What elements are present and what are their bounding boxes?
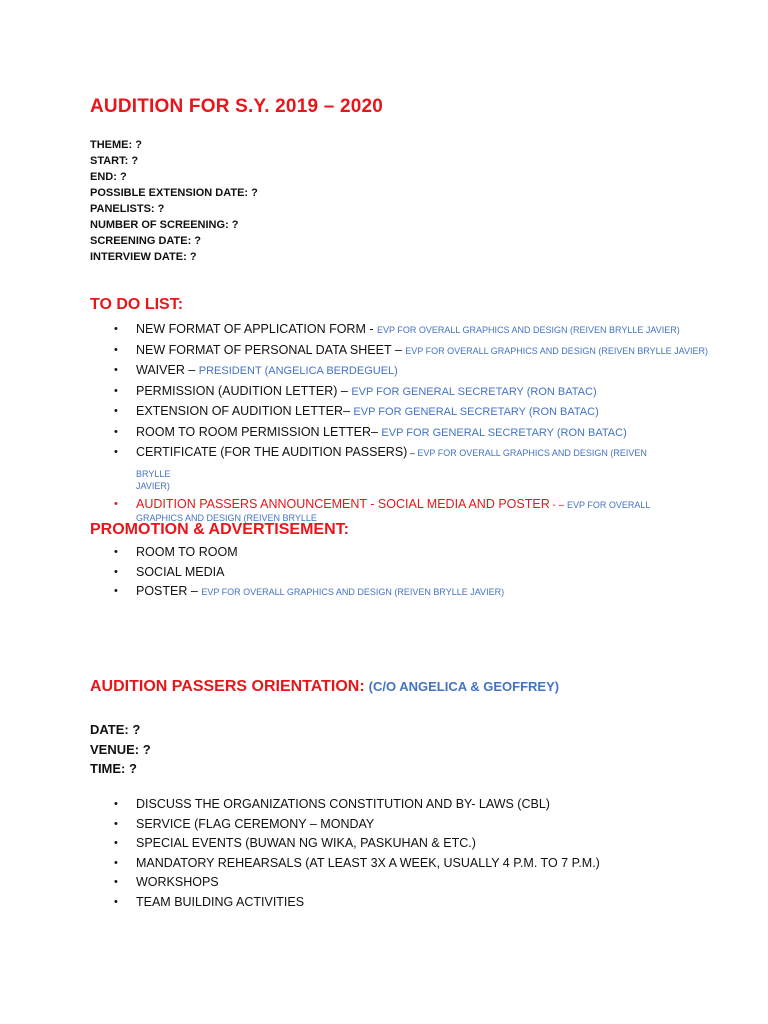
bullet-icon: • xyxy=(114,405,118,417)
detail-interview-date: INTERVIEW DATE: ? xyxy=(90,251,197,263)
list-item xyxy=(110,795,600,815)
separator: - xyxy=(365,322,377,336)
task-label: ROOM TO ROOM xyxy=(136,545,238,559)
orientation-venue: VENUE: ? xyxy=(90,741,151,757)
list-item xyxy=(110,873,600,893)
todo-list xyxy=(110,320,708,527)
item-label: SPECIAL EVENTS (BUWAN NG WIKA, PASKUHAN & ETC.) xyxy=(136,836,476,850)
assignee: EVP FOR OVERALL xyxy=(566,500,651,510)
item-label: TEAM BUILDING ACTIVITIES xyxy=(136,894,305,909)
document-title: AUDITION FOR S.Y. 2019 – 2020 xyxy=(90,96,384,117)
list-item xyxy=(110,815,600,835)
task-label: NEW FORMAT OF PERSONAL DATA SHEET xyxy=(136,342,392,357)
bullet-icon: • xyxy=(114,876,118,888)
orientation-subtitle: (C/O ANGELICA & GEOFFREY) xyxy=(368,679,560,694)
assignee: EVP FOR OVERALL GRAPHICS AND DESIGN (REIVEN BRYLLE JAVIER) xyxy=(201,587,505,597)
assignee: EVP FOR OVERALL GRAPHICS AND DESIGN (REIVEN BRYLLE JAVIER) xyxy=(376,325,680,335)
orientation-date: DATE: ? xyxy=(90,722,141,737)
bullet-icon: • xyxy=(114,425,118,438)
bullet-icon: • xyxy=(114,856,118,869)
task-label: SOCIAL MEDIA xyxy=(136,564,225,579)
detail-number-of-screening: NUMBER OF SCREENING: ? xyxy=(90,219,239,231)
task-label: EXTENSION OF AUDITION LETTER xyxy=(136,404,343,418)
list-item xyxy=(110,361,708,382)
bullet-icon: • xyxy=(114,565,118,578)
list-item xyxy=(110,320,708,341)
assignee: PRESIDENT (ANGELICA BERDEGUEL) xyxy=(198,365,398,377)
bullet-icon: • xyxy=(114,364,118,376)
list-item xyxy=(110,443,656,492)
list-item xyxy=(110,854,600,874)
assignee: EVP FOR OVERALL GRAPHICS AND DESIGN (REIVEN BRYLLE JAVIER) xyxy=(405,345,709,356)
separator: - – xyxy=(549,500,567,511)
promotion-heading: PROMOTION & ADVERTISEMENT: xyxy=(90,521,349,538)
detail-end: END: ? xyxy=(90,171,127,183)
detail-panelists: PANELISTS: ? xyxy=(90,203,165,215)
separator: – xyxy=(391,342,406,357)
audition-details xyxy=(90,137,258,265)
list-item xyxy=(110,402,708,423)
bullet-icon: • xyxy=(114,384,118,397)
orientation-details xyxy=(90,720,151,779)
bullet-icon: • xyxy=(114,546,118,558)
separator: – xyxy=(370,424,382,439)
bullet-icon: • xyxy=(114,817,118,830)
separator: – xyxy=(184,363,199,377)
list-item xyxy=(110,563,504,583)
task-label: AUDITION PASSERS ANNOUNCEMENT - SOCIAL MEDIA AND POSTER xyxy=(136,497,550,511)
todo-heading: TO DO LIST: xyxy=(90,296,184,313)
list-item xyxy=(110,495,656,524)
detail-start: START: ? xyxy=(90,155,139,167)
bullet-icon: • xyxy=(114,446,118,458)
detail-theme: THEME: ? xyxy=(90,139,142,151)
list-item xyxy=(110,423,708,444)
assignee: EVP FOR GENERAL SECRETARY (RON BATAC) xyxy=(381,426,627,439)
list-item xyxy=(110,834,600,854)
task-label: CERTIFICATE (FOR THE AUDITION PASSERS) xyxy=(136,445,408,459)
item-label: SERVICE (FLAG CEREMONY – MONDAY xyxy=(136,816,375,831)
separator: – xyxy=(337,383,352,398)
orientation-time: TIME: ? xyxy=(90,761,137,776)
task-label: POSTER xyxy=(136,584,188,598)
orientation-heading xyxy=(90,678,559,696)
bullet-icon: • xyxy=(114,323,118,335)
assignee-continued: JAVIER) xyxy=(136,481,170,491)
task-label: PERMISSION (AUDITION LETTER) xyxy=(136,383,338,398)
detail-screening-date: SCREENING DATE: ? xyxy=(90,235,202,247)
item-label: WORKSHOPS xyxy=(136,875,219,889)
bullet-icon: • xyxy=(114,895,118,908)
orientation-list xyxy=(110,795,600,912)
task-label: NEW FORMAT OF APPLICATION FORM xyxy=(136,322,366,336)
bullet-icon: • xyxy=(114,585,118,597)
promotion-list xyxy=(110,543,504,603)
assignee: EVP FOR GENERAL SECRETARY (RON BATAC) xyxy=(353,406,599,418)
detail-extension-date: POSSIBLE EXTENSION DATE: ? xyxy=(90,187,258,199)
list-item xyxy=(110,543,504,563)
list-item xyxy=(110,341,708,362)
assignee: EVP FOR OVERALL GRAPHICS AND DESIGN (REIVEN BRYLLE xyxy=(136,448,647,479)
bullet-icon: • xyxy=(114,343,118,356)
bullet-icon: • xyxy=(114,837,118,849)
bullet-icon: • xyxy=(114,498,118,510)
separator: – xyxy=(407,448,418,458)
bullet-icon: • xyxy=(114,798,118,810)
list-item xyxy=(110,893,600,913)
orientation-title: AUDITION PASSERS ORIENTATION: xyxy=(90,678,365,695)
assignee: EVP FOR GENERAL SECRETARY (RON BATAC) xyxy=(351,385,597,398)
list-item xyxy=(110,582,504,603)
separator: – xyxy=(187,584,202,598)
task-label: ROOM TO ROOM PERMISSION LETTER xyxy=(136,424,371,439)
item-label: MANDATORY REHEARSALS (AT LEAST 3X A WEEK, USUALLY 4 P.M. TO 7 P.M.) xyxy=(136,855,600,870)
task-label: WAIVER xyxy=(136,363,185,377)
separator: – xyxy=(342,404,354,418)
assignee-continued: GRAPHICS AND DESIGN (REIVEN BRYLLE xyxy=(136,512,317,523)
item-label: DISCUSS THE ORGANIZATIONS CONSTITUTION AND BY- LAWS (CBL) xyxy=(136,797,550,811)
list-item xyxy=(110,382,708,403)
